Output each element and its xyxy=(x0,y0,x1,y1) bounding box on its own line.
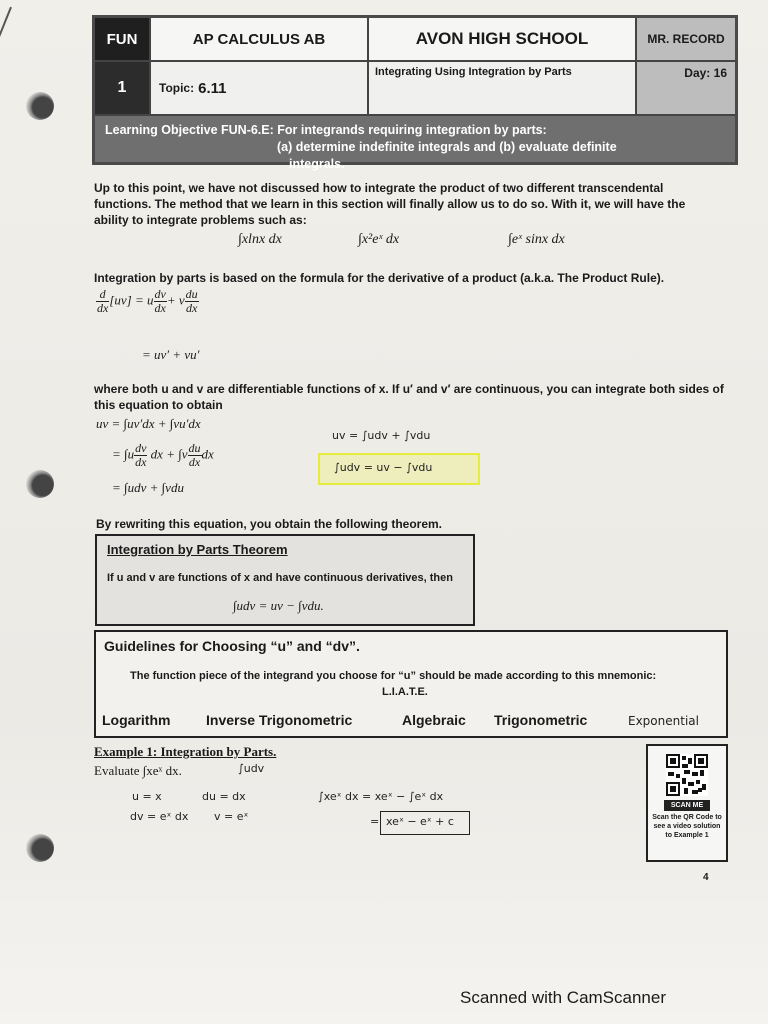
guidelines-text: The function piece of the integrand you choose for “u” should be made according to this mnemonic: xyxy=(130,670,657,682)
uv-expression: [uv] = u xyxy=(109,292,154,308)
liate-item-exponential-handwritten: Exponential xyxy=(628,714,699,728)
dv-frac-n: dv xyxy=(135,441,147,455)
theorem-statement: If u and v are functions of x and have continuous derivatives, then xyxy=(107,572,453,584)
hand-u: u = x xyxy=(132,790,162,803)
day-cell: Day: 16 xyxy=(637,62,735,116)
example-integral-3: ∫eˣ sinx dx xyxy=(508,232,565,247)
du-frac-n: du xyxy=(188,441,201,455)
topic-label: Topic: xyxy=(159,81,195,95)
hand-work: ∫xeˣ dx = xeˣ − ∫eˣ dx xyxy=(318,790,444,803)
unit-cell: FUN xyxy=(95,18,151,62)
topic-cell xyxy=(151,62,369,116)
derivation-line-2 xyxy=(112,442,214,469)
du-frac-d: dx xyxy=(188,455,201,469)
line2-part-a: = ∫u xyxy=(112,446,135,462)
theorem-title: Integration by Parts Theorem xyxy=(107,542,288,557)
guidelines-box xyxy=(94,630,728,738)
derivation-sentence: where both u and v are differentiable functions of x. If u′ and v′ are continuous, you can integrate both sides of this equation to obtain xyxy=(94,382,724,412)
objective-line-3: integrals. xyxy=(289,157,345,171)
dx-denominator: dx xyxy=(97,301,109,315)
example-integral-2: ∫x²eˣ dx xyxy=(358,232,400,247)
liate-item-inverse-trig: Inverse Trigonometric xyxy=(206,712,353,728)
topic-number: 6.11 xyxy=(198,79,227,97)
guidelines-title: Guidelines for Choosing “u” and “dv”. xyxy=(104,638,360,654)
example-integral-1: ∫xlnx dx xyxy=(238,232,282,247)
example-prompt: Evaluate ∫xeˣ dx. xyxy=(94,763,182,778)
header-table xyxy=(92,15,738,171)
derivation-line-3: = ∫udv + ∫vdu xyxy=(112,480,184,495)
product-rule-sentence: Integration by parts is based on the formula for the derivative of a product (a.k.a. The Product Rule). xyxy=(94,271,665,285)
theorem-box xyxy=(95,534,475,626)
qr-caption: Scan the QR Code to see a video solution to Example 1 xyxy=(652,814,722,839)
page-number: 4 xyxy=(703,872,709,883)
hand-udv: ∫udv xyxy=(238,762,265,775)
learning-objective xyxy=(95,116,735,171)
hand-answer: xeˣ − eˣ + c xyxy=(386,815,454,828)
d-numerator: d xyxy=(96,288,109,302)
hand-equals: = xyxy=(370,815,380,828)
handwritten-note-2: ∫udv = uv − ∫vdu xyxy=(334,461,433,474)
liate-item-logarithm: Logarithm xyxy=(102,712,171,728)
liate-item-trigonometric: Trigonometric xyxy=(494,712,588,728)
example-title: Example 1: Integration by Parts. xyxy=(94,744,277,759)
mnemonic: L.I.A.T.E. xyxy=(382,686,428,698)
topic-title: Integrating Using Integration by Parts xyxy=(369,62,637,116)
lesson-number: 1 xyxy=(95,62,151,116)
line2-part-b: dx + ∫v xyxy=(150,446,188,462)
dv-frac-d: dx xyxy=(135,455,147,469)
liate-item-algebraic: Algebraic xyxy=(402,712,466,728)
handwritten-note-1: uv = ∫udv + ∫vdu xyxy=(332,429,431,442)
course-cell: AP CALCULUS AB xyxy=(151,18,369,62)
dx-denominator-2: dx xyxy=(154,301,166,315)
school-cell: AVON HIGH SCHOOL xyxy=(369,18,637,62)
dv-numerator: dv xyxy=(154,287,166,301)
teacher-cell: MR. RECORD xyxy=(637,18,735,62)
product-rule-simplified: = uv′ + vu′ xyxy=(142,347,200,362)
binder-hole-bottom xyxy=(26,834,54,862)
binder-hole-middle xyxy=(26,470,54,498)
du-numerator: du xyxy=(185,287,198,301)
theorem-formula: ∫udv = uv − ∫vdu. xyxy=(233,598,324,613)
objective-line-2: (a) determine indefinite integrals and (b) evaluate definite xyxy=(277,140,617,154)
hand-du: du = dx xyxy=(202,790,246,803)
scanner-watermark: Scanned with CamScanner xyxy=(460,988,667,1007)
hand-v: v = eˣ xyxy=(214,810,249,823)
line2-part-c: dx xyxy=(201,446,214,462)
dx-denominator-3: dx xyxy=(185,301,198,315)
hand-dv: dv = eˣ dx xyxy=(130,810,189,823)
binder-hole-top xyxy=(26,92,54,120)
qr-code-box[interactable] xyxy=(646,744,728,862)
qr-code-icon[interactable] xyxy=(666,754,708,796)
derivation-line-1: uv = ∫uv′dx + ∫vu′dx xyxy=(96,416,201,431)
objective-line-1: Learning Objective FUN-6.E: For integrands requiring integration by parts: xyxy=(105,123,547,137)
scan-me-label: SCAN ME xyxy=(664,800,710,811)
plus-v: + v xyxy=(166,292,185,308)
intro-paragraph: Up to this point, we have not discussed how to integrate the product of two different transcendental functions. The method that we learn in this section will finally allow us to do so. With it, we will have the ability to integrate problems such as: xyxy=(94,181,686,227)
product-rule-formula xyxy=(96,288,199,315)
theorem-intro: By rewriting this equation, you obtain the following theorem. xyxy=(96,517,443,531)
